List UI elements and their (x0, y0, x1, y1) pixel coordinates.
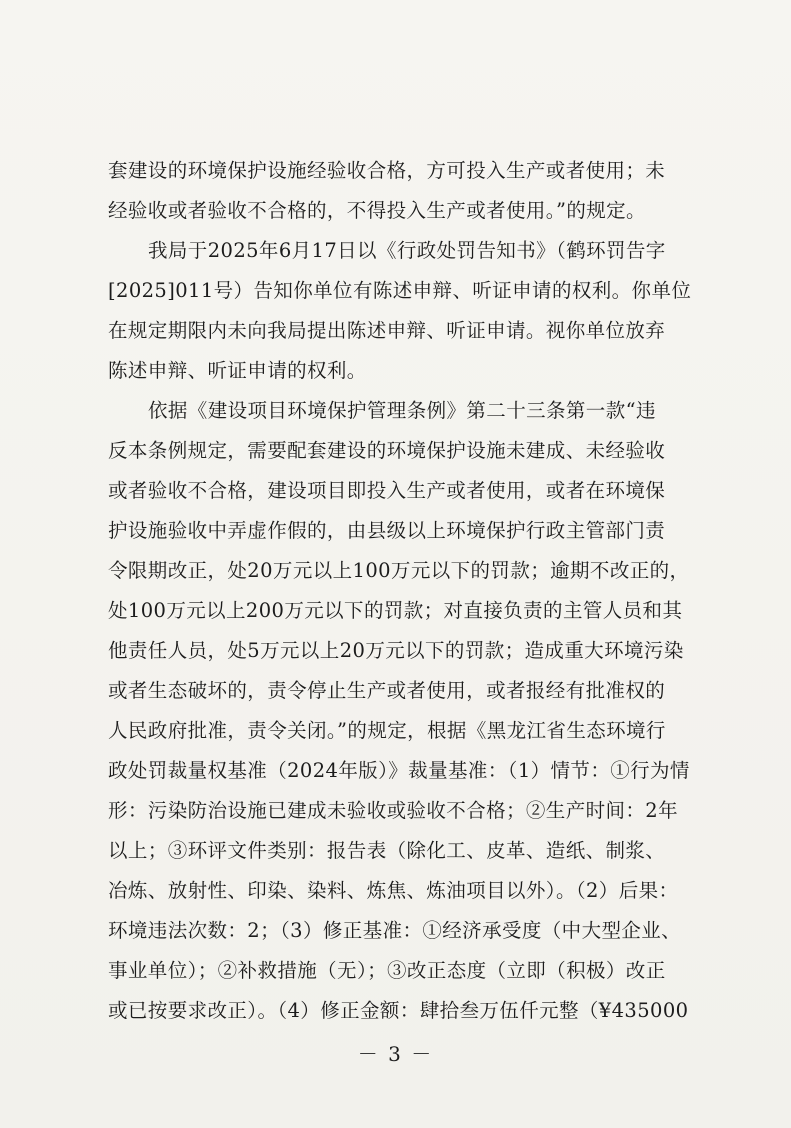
text-line: 在规定期限内未向我局提出陈述申辩、听证申请。视你单位放弃 (108, 319, 666, 342)
text-line: 冶炼、放射性、印染、染料、炼焦、炼油项目以外）。（2）后果： (108, 879, 679, 902)
text-line: 以上；③环评文件类别：报告表（除化工、皮革、造纸、制浆、 (108, 839, 666, 862)
text-line: 他责任人员，处5万元以上20万元以下的罚款；造成重大环境污染 (108, 639, 684, 662)
text-line: 事业单位）；②补救措施（无）；③改正态度（立即（积极）改正 (108, 959, 666, 982)
text-line: 令限期改正，处20万元以上100万元以下的罚款；逾期不改正的， (108, 559, 690, 582)
text-line: 人民政府批准，责令关闭。”的规定，根据《黑龙江省生态环境行 (108, 719, 666, 742)
text-line: 环境违法次数：2；（3）修正基准：①经济承受度（中大型企业、 (108, 919, 682, 942)
text-line: 套建设的环境保护设施经验收合格，方可投入生产或者使用；未 (108, 159, 666, 182)
text-line: 或者验收不合格，建设项目即投入生产或者使用，或者在环境保 (108, 479, 666, 502)
text-line: 形：污染防治设施已建成未验收或验收不合格；②生产时间：2年 (108, 799, 679, 822)
text-line: 处100万元以上200万元以下的罚款；对直接负责的主管人员和其 (108, 599, 683, 622)
text-line: 或已按要求改正）。（4）修正金额：肆拾叁万伍仟元整（¥435000 (108, 999, 689, 1022)
paragraph-start-line: 依据《建设项目环境保护管理条例》第二十三条第一款“违 (148, 399, 656, 422)
page-number: － 3 － (357, 1042, 434, 1066)
text-line: 陈述申辩、听证申请的权利。 (108, 359, 367, 382)
text-line: 反本条例规定，需要配套建设的环境保护设施未建成、未经验收 (108, 439, 666, 462)
text-line: 经验收或者验收不合格的，不得投入生产或者使用。”的规定。 (108, 199, 646, 222)
text-line: 或者生态破坏的，责令停止生产或者使用，或者报经有批准权的 (108, 679, 666, 702)
text-line: [2025]011号）告知你单位有陈述申辩、听证申请的权利。你单位 (108, 279, 692, 302)
paragraph-start-line: 我局于2025年6月17日以《行政处罚告知书》（鹤环罚告字 (148, 239, 666, 262)
text-line: 护设施验收中弄虚作假的，由县级以上环境保护行政主管部门责 (108, 519, 666, 542)
text-line: 政处罚裁量权基准（2024年版）》裁量基准：（1）情节：①行为情 (108, 759, 690, 782)
